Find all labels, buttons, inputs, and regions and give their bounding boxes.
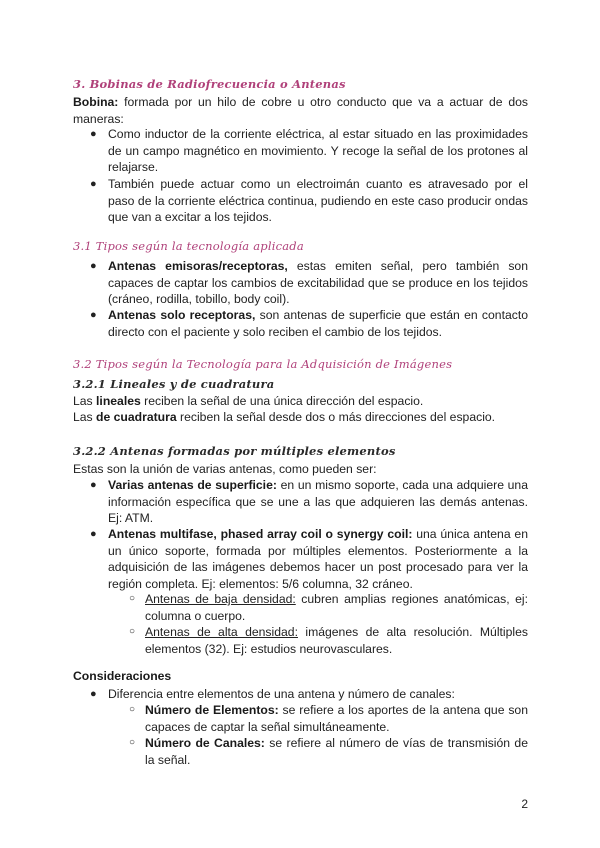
bullet-icon: ●	[90, 688, 97, 700]
term-text: son antenas de superficie que están en contacto directo con el paciente y solo reciben el cambio de los tejidos.	[108, 308, 528, 339]
list-item	[108, 526, 528, 592]
term: Antenas de alta densidad:	[145, 625, 298, 639]
cuadratura-line	[73, 409, 528, 426]
bullet-icon: ●	[90, 528, 97, 540]
bullet-icon: ●	[90, 128, 97, 140]
term-text: se refiere al número de vías de transmisión de la señal.	[145, 736, 528, 767]
term: Antenas de baja densidad:	[145, 592, 296, 606]
sub-list-item	[145, 591, 528, 624]
list-item	[108, 258, 528, 308]
term: Número de Elementos:	[145, 703, 279, 717]
considerations-heading: Consideraciones	[73, 669, 172, 683]
term: de cuadratura	[96, 410, 177, 424]
circle-bullet-icon: ○	[129, 704, 136, 715]
bullet-icon: ●	[90, 178, 97, 190]
multi-intro: Estas son la unión de varias antenas, como pueden ser:	[73, 462, 377, 476]
term-text: imágenes de alta resolución. Múltiples elementos (32). Ej: estudios neurovasculares.	[145, 625, 528, 656]
term: Varias antenas de superficie:	[108, 478, 277, 492]
text: Las	[73, 410, 97, 424]
list-item: También puede actuar como un electroimán cuanto es atravesado por el paso de la corriente eléctrica continua, pudiendo en este caso producir ondas que van a excitar a los tejidos.	[108, 177, 528, 224]
sub-list-item	[145, 702, 528, 735]
term-text: cubren amplias regiones anatómicas, ej: columna o cuerpo.	[145, 592, 528, 623]
bullet-icon: ●	[90, 479, 97, 491]
list-item	[108, 307, 528, 340]
list-item	[108, 477, 528, 527]
term-text: una única antena en un único soporte, formada por múltiples elementos. Posteriormente a la adquisición de las imágenes debemos hacer un post procesado para ver la región completa. Ej: elementos: 5/6 columna, 32 cráneo.	[108, 527, 528, 591]
term: Número de Canales:	[145, 736, 265, 750]
bullet-icon: ●	[90, 260, 97, 272]
term: Antenas emisoras/receptoras,	[108, 259, 288, 273]
sub-list-item	[145, 735, 528, 768]
list-item: Diferencia entre elementos de una antena y número de canales:	[108, 687, 455, 701]
bullet-icon: ●	[90, 309, 97, 321]
sub-list-item	[145, 624, 528, 657]
text: reciben la señal desde dos o más direcciones del espacio.	[176, 410, 496, 424]
term: Antenas solo receptoras,	[108, 308, 256, 322]
section-3-1-heading: 3.1 Tipos según la tecnología aplicada	[73, 239, 304, 253]
term: lineales	[96, 394, 141, 408]
section-3-heading: 3. Bobinas de Radiofrecuencia o Antenas	[73, 77, 346, 91]
bobina-definition: formada por un hilo de cobre u otro conducto que va a actuar de dos maneras:	[73, 95, 528, 126]
section-3-2-2-heading: 3.2.2 Antenas formadas por múltiples elementos	[73, 444, 396, 458]
list-item: Como inductor de la corriente eléctrica, al estar situado en las proximidades de un campo magnético en movimiento. Y recoge la señal de los protones al relajarse.	[108, 127, 528, 174]
section-3-2-heading: 3.2 Tipos según la Tecnología para la Adquisición de Imágenes	[73, 357, 453, 371]
term-text: se refiere a los aportes de la antena que son capaces de captar la señal simultáneamente.	[145, 703, 528, 734]
page-number: 2	[521, 797, 528, 811]
section-3-2-1-heading: 3.2.1 Lineales y de cuadratura	[73, 377, 275, 391]
text: Las	[73, 394, 97, 408]
term-text: estas emiten señal, pero también son capaces de captar los cambios de excitabilidad que se produce en los tejidos (cráneo, rodilla, tobillo, body coil).	[108, 259, 528, 306]
lineales-line	[73, 393, 528, 410]
bobina-paragraph	[73, 94, 528, 127]
circle-bullet-icon: ○	[129, 593, 136, 604]
circle-bullet-icon: ○	[129, 626, 136, 637]
bobina-term: Bobina:	[73, 95, 119, 109]
term: Antenas multifase, phased array coil o synergy coil:	[108, 527, 413, 541]
term-text: en un mismo soporte, cada una adquiere una información específica que se une a las que adquieren las demás antenas. Ej: ATM.	[108, 478, 528, 525]
text: reciben la señal de una única dirección del espacio.	[140, 394, 424, 408]
circle-bullet-icon: ○	[129, 737, 136, 748]
